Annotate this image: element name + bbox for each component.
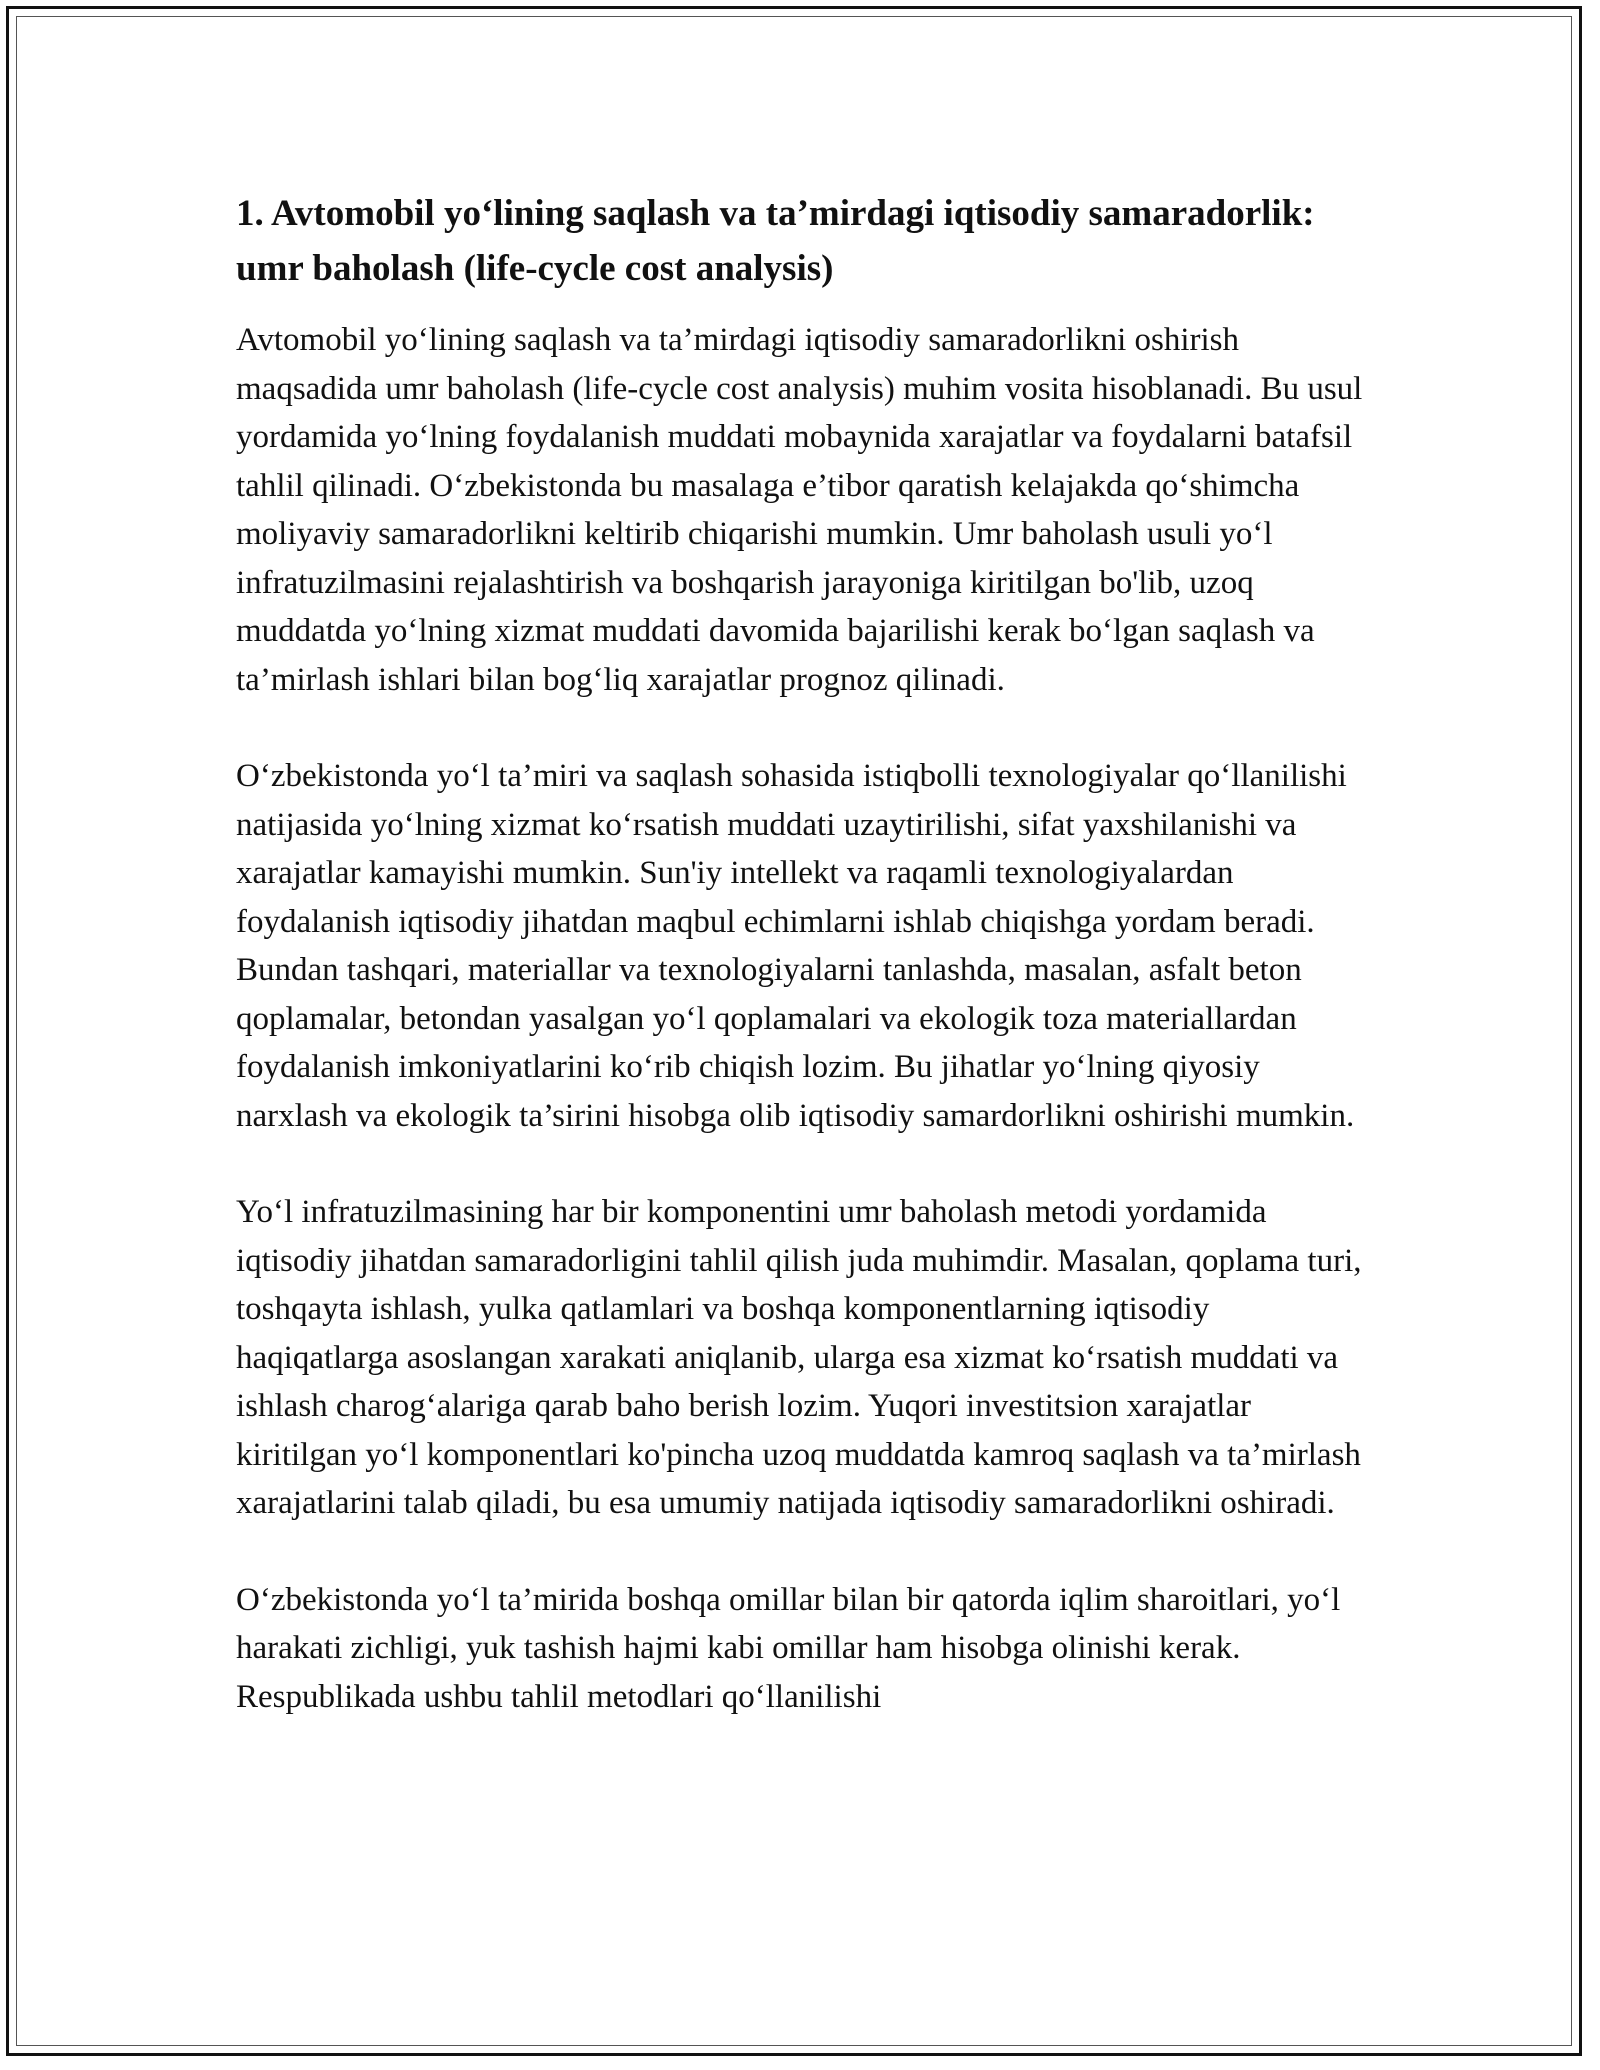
section-heading: 1. Avtomobil yo‘lining saqlash va ta’mirdagi iqtisodiy samaradorlik: umr baholash (life-cycle cost analysis) xyxy=(236,193,1315,289)
paragraph-1: Avtomobil yo‘lining saqlash va ta’mirdagi iqtisodiy samaradorlikni oshirish maqsadida umr baholash (life-cycle cost analysis) muhim vosita hisoblanadi. Bu usul yordamida yo‘lning foydalanish muddati mobaynida xarajatlar va foydalarni batafsil tahlil qilinadi. O‘zbekistonda bu masalaga e’tibor qaratish kelajakda qo‘shimcha moliyaviy samaradorlikni keltirib chiqarishi mumkin. Umr baholash usuli yo‘l infratuzilmasini rejalashtirish va boshqarish jarayoniga kiritilgan bo'lib, uzoq muddatda yo‘lning xizmat muddati davomida bajarilishi kerak bo‘lgan saqlash va ta’mirlash ishlari bilan bog‘liq xarajatlar prognoz qilinadi. xyxy=(236,322,1363,698)
paragraph-4: O‘zbekistonda yo‘l ta’mirida boshqa omillar bilan bir qatorda iqlim sharoitlari, yo‘l harakati zichligi, yuk tashish hajmi kabi omillar ham hisobga olinishi kerak. Respublikada ushbu tahlil metodlari qo‘llanilishi xyxy=(236,1581,1341,1715)
paragraph-2: O‘zbekistonda yo‘l ta’miri va saqlash sohasida istiqbolli texnologiyalar qo‘llanilishi natijasida yo‘lning xizmat ko‘rsatish muddati uzaytirilishi, sifat yaxshilanishi va xarajatlar kamayishi mumkin. Sun'iy intellekt va raqamli texnologiyalardan foydalanish iqtisodiy jihatdan maqbul echimlarni ishlab chiqishga yordam beradi. Bundan tashqari, materiallar va texnologiyalarni tanlashda, masalan, asfalt beton qoplamalar, betondan yasalgan yo‘l qoplamalari va ekologik toza materiallardan foydalanish imkoniyatlarini ko‘rib chiqish lozim. Bu jihatlar yo‘lning qiyosiy narxlash va ekologik ta’sirini hisobga olib iqtisodiy samardorlikni oshirishi mumkin. xyxy=(236,758,1355,1134)
paragraph-3: Yo‘l infratuzilmasining har bir komponentini umr baholash metodi yordamida iqtisodiy jihatdan samaradorligini tahlil qilish juda muhimdir. Masalan, qoplama turi, toshqayta ishlash, yulka qatlamlari va boshqa komponentlarning iqtisodiy haqiqatlarga asoslangan xarakati aniqlanib, ularga esa xizmat ko‘rsatish muddati va ishlash charog‘alariga qarab baho berish lozim. Yuqori investitsion xarajatlar kiritilgan yo‘l komponentlari ko'pincha uzoq muddatda kamroq saqlash va ta’mirlash xarajatlarini talab qiladi, bu esa umumiy natijada iqtisodiy samaradorlikni oshiradi. xyxy=(236,1194,1362,1521)
document-body xyxy=(236,186,1376,1769)
